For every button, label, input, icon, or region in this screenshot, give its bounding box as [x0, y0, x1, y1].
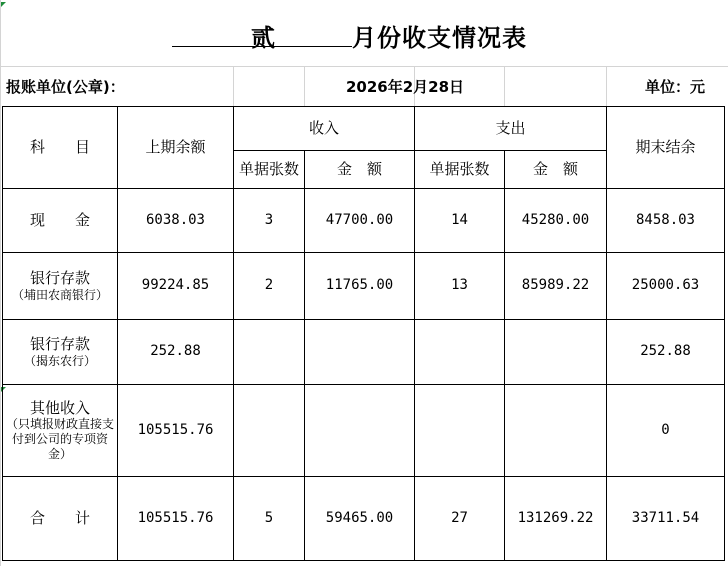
cell-end-balance: 0 [607, 385, 725, 477]
cell-prev-balance: 105515.76 [118, 385, 234, 477]
header-end-balance: 期末结余 [607, 107, 725, 189]
cell-income-count [234, 320, 305, 385]
cell-income-count: 2 [234, 253, 305, 320]
title-month: 贰 [251, 23, 275, 52]
cell-expense-count: 14 [415, 189, 505, 253]
cell-expense-amount: 131269.22 [505, 477, 607, 561]
cell-income-amount [305, 385, 415, 477]
cell-prev-balance: 105515.76 [118, 477, 234, 561]
cell-expense-amount [505, 320, 607, 385]
cell-expense-amount: 85989.22 [505, 253, 607, 320]
row-subject [3, 189, 118, 253]
cell-income-amount [305, 320, 415, 385]
cell-prev-balance: 99224.85 [118, 253, 234, 320]
total-row [3, 477, 725, 561]
header-expense-amount: 金 额 [505, 151, 607, 189]
row-subject [3, 477, 118, 561]
currency-unit: 单位：元 [645, 77, 706, 96]
row-subject [3, 385, 118, 477]
subject-name: 银行存款 [29, 269, 90, 288]
table-row [3, 189, 725, 253]
subject-name: 合 计 [29, 509, 90, 528]
cell-prev-balance: 6038.03 [118, 189, 234, 253]
cell-end-balance: 8458.03 [607, 189, 725, 253]
header-subject: 科 目 [3, 107, 118, 189]
title-underline [172, 46, 352, 47]
subject-note: （揭东农行） [23, 353, 96, 368]
cell-expense-count: 27 [415, 477, 505, 561]
subject-note: （只填报财政直接支付到公司的专项资金） [5, 417, 114, 462]
reporting-unit-label: 报账单位(公章)： [6, 77, 125, 96]
report-date: 2026年2月28日 [346, 77, 465, 96]
cell-expense-count [415, 385, 505, 477]
cell-income-amount: 47700.00 [305, 189, 415, 253]
header-expense: 支出 [415, 107, 607, 151]
header-row [3, 107, 725, 151]
cell-income-count: 3 [234, 189, 305, 253]
cell-expense-amount [505, 385, 607, 477]
subject-name: 银行存款 [29, 335, 90, 354]
cell-end-balance: 25000.63 [607, 253, 725, 320]
title-text: 月份收支情况表 [352, 23, 527, 52]
cell-end-balance: 33711.54 [607, 477, 725, 561]
row-subject [3, 320, 118, 385]
finance-table [2, 106, 725, 561]
cell-expense-count: 13 [415, 253, 505, 320]
cell-prev-balance: 252.88 [118, 320, 234, 385]
row-subject [3, 253, 118, 320]
cell-end-balance: 252.88 [607, 320, 725, 385]
header-income: 收入 [234, 107, 415, 151]
subject-note: （埔田农商银行） [11, 287, 108, 302]
header-expense-count: 单据张数 [415, 151, 505, 189]
header-income-count: 单据张数 [234, 151, 305, 189]
gridline [606, 66, 607, 106]
gridline [0, 0, 1, 566]
subject-name: 其他收入 [29, 398, 90, 417]
cell-expense-amount: 45280.00 [505, 189, 607, 253]
gridline [233, 66, 234, 106]
gridline [504, 66, 505, 106]
table-row [3, 320, 725, 385]
header-income-amount: 金 额 [305, 151, 415, 189]
cell-income-count: 5 [234, 477, 305, 561]
cell-income-count [234, 385, 305, 477]
cell-income-amount: 11765.00 [305, 253, 415, 320]
cell-income-amount: 59465.00 [305, 477, 415, 561]
cell-expense-count [415, 320, 505, 385]
table-row [3, 385, 725, 477]
table-row [3, 253, 725, 320]
gridline [304, 66, 305, 106]
header-prev-balance: 上期余额 [118, 107, 234, 189]
report-title [0, 0, 728, 66]
subject-name: 现 金 [29, 211, 90, 230]
